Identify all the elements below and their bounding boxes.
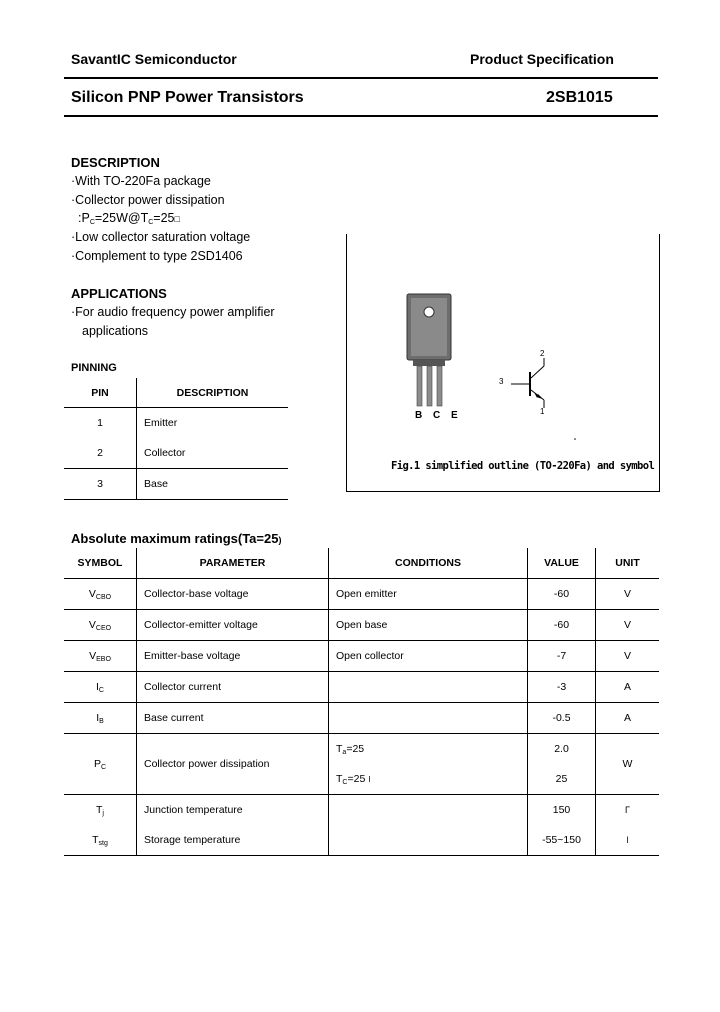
parameter-cell: Emitter-base voltage [137, 641, 329, 672]
value-cell: -0.5 [528, 703, 596, 734]
title-rule [64, 115, 658, 117]
pin-description: Base [137, 469, 289, 500]
symbol-cell: $V_{EBO}$ [64, 641, 137, 672]
symbol-cell: $V_{CEO}$ [64, 610, 137, 641]
unit-cell: V [596, 610, 660, 641]
pc-sub: C [89, 219, 95, 226]
application-item-cont: applications [82, 324, 149, 338]
description-item: ·Collector power dissipation [71, 193, 225, 207]
unit-cell: A [596, 703, 660, 734]
table-row [64, 672, 659, 703]
company-name: SavantIC Semiconductor [71, 51, 237, 67]
pinning-table [64, 378, 288, 500]
table-row [64, 795, 659, 826]
product-line: Silicon PNP Power Transistors [71, 89, 304, 106]
table-row [64, 408, 288, 439]
ratings-header-row [64, 548, 659, 579]
table-row [64, 641, 659, 672]
pin-column-header: PIN [64, 378, 137, 408]
description-item: ·With TO-220Fa package [71, 174, 211, 188]
description-item: ·Low collector saturation voltage [71, 230, 251, 244]
parameter-cell: Collector power dissipation [137, 734, 329, 795]
value-cell: 150 [528, 795, 596, 826]
table-row [64, 703, 659, 734]
symbol-cell: $P_C$ [64, 734, 137, 795]
symbol-column-header: SYMBOL [64, 548, 137, 579]
unit-cell: ǀ [596, 825, 660, 856]
pc-prefix: :P [78, 211, 90, 225]
pin-number: 1 [64, 408, 137, 439]
application-item: ·For audio frequency power amplifier [71, 305, 275, 319]
unit-cell: Γ [625, 805, 630, 815]
header-rule [64, 77, 658, 79]
conditions-cell: $T_a=25$ [329, 734, 528, 765]
ratings-heading-text: Absolute maximum ratings(Ta=25 [71, 531, 279, 546]
symbol-cell: $V_{CBO}$ [64, 579, 137, 610]
value-cell: -7 [528, 641, 596, 672]
conditions-cell: Open base [329, 610, 528, 641]
table-row [64, 610, 659, 641]
pc-end: =25 [153, 211, 175, 225]
symbol-cell: $I_C$ [64, 672, 137, 703]
value-cell: -3 [528, 672, 596, 703]
unit-cell: V [596, 641, 660, 672]
package-outline-illustration [347, 234, 659, 491]
description-heading: DESCRIPTION [71, 155, 160, 170]
parameter-column-header: PARAMETER [137, 548, 329, 579]
parameter-cell: Collector-base voltage [137, 579, 329, 610]
unit-cell: A [596, 672, 660, 703]
value-cell: 2.0 [528, 734, 596, 765]
unit-cell: V [596, 579, 660, 610]
value-cell: 25 [528, 764, 596, 795]
conditions-cell: Open collector [329, 641, 528, 672]
conditions-cell [329, 703, 528, 734]
parameter-cell: Storage temperature [137, 825, 329, 856]
pin-number: 3 [64, 469, 137, 500]
table-row [64, 469, 288, 500]
power-dissipation-spec [78, 211, 180, 226]
symbol-pin-emitter: 1 [540, 407, 545, 416]
symbol-cell: $T_{stg}$ [64, 825, 137, 856]
symbol-cell: $I_B$ [64, 703, 137, 734]
pinning-heading: PINNING [71, 362, 117, 374]
degree-symbol: □ [174, 214, 180, 224]
document-type: Product Specification [470, 51, 614, 67]
value-cell: -55~150 [528, 825, 596, 856]
ratings-table [64, 548, 659, 856]
parameter-cell: Collector-emitter voltage [137, 610, 329, 641]
unit-column-header: UNIT [596, 548, 660, 579]
conditions-cell [329, 795, 528, 826]
table-row [64, 579, 659, 610]
parameter-cell: Junction temperature [137, 795, 329, 826]
pin-description-header: DESCRIPTION [137, 378, 289, 408]
table-row [64, 438, 288, 469]
symbol-pin-collector: 2 [540, 349, 545, 358]
parameter-cell: Base current [137, 703, 329, 734]
description-item: ·Complement to type 2SD1406 [71, 249, 243, 263]
package-pin-letters: B C E [415, 410, 462, 421]
table-row [64, 825, 659, 856]
pc-mid: =25W@T [94, 211, 149, 225]
figure-caption: Fig.1 simplified outline (TO-220Fa) and symbol [391, 460, 655, 472]
pin-description: Emitter [144, 417, 178, 429]
value-cell: -60 [528, 610, 596, 641]
conditions-cell: $T_C=25$ I [329, 764, 528, 795]
symbol-cell: $T_j$ [64, 795, 137, 826]
symbol-pin-base: 3 [499, 377, 504, 386]
ratings-heading-end: ) [278, 535, 282, 545]
conditions-cell: Open emitter [329, 579, 528, 610]
unit-cell: W [596, 734, 660, 795]
conditions-cell [329, 672, 528, 703]
pin-description: Collector [137, 438, 289, 469]
conditions-cell [329, 825, 528, 856]
value-column-header: VALUE [528, 548, 596, 579]
figure-box [346, 234, 660, 492]
pin-number: 2 [64, 438, 137, 469]
table-row [64, 734, 659, 765]
applications-heading: APPLICATIONS [71, 286, 167, 301]
value-cell: -60 [528, 579, 596, 610]
part-number: 2SB1015 [546, 89, 613, 106]
parameter-cell: Collector current [137, 672, 329, 703]
ratings-heading [71, 531, 281, 546]
conditions-column-header: CONDITIONS [329, 548, 528, 579]
tc-sub: C [148, 219, 154, 226]
